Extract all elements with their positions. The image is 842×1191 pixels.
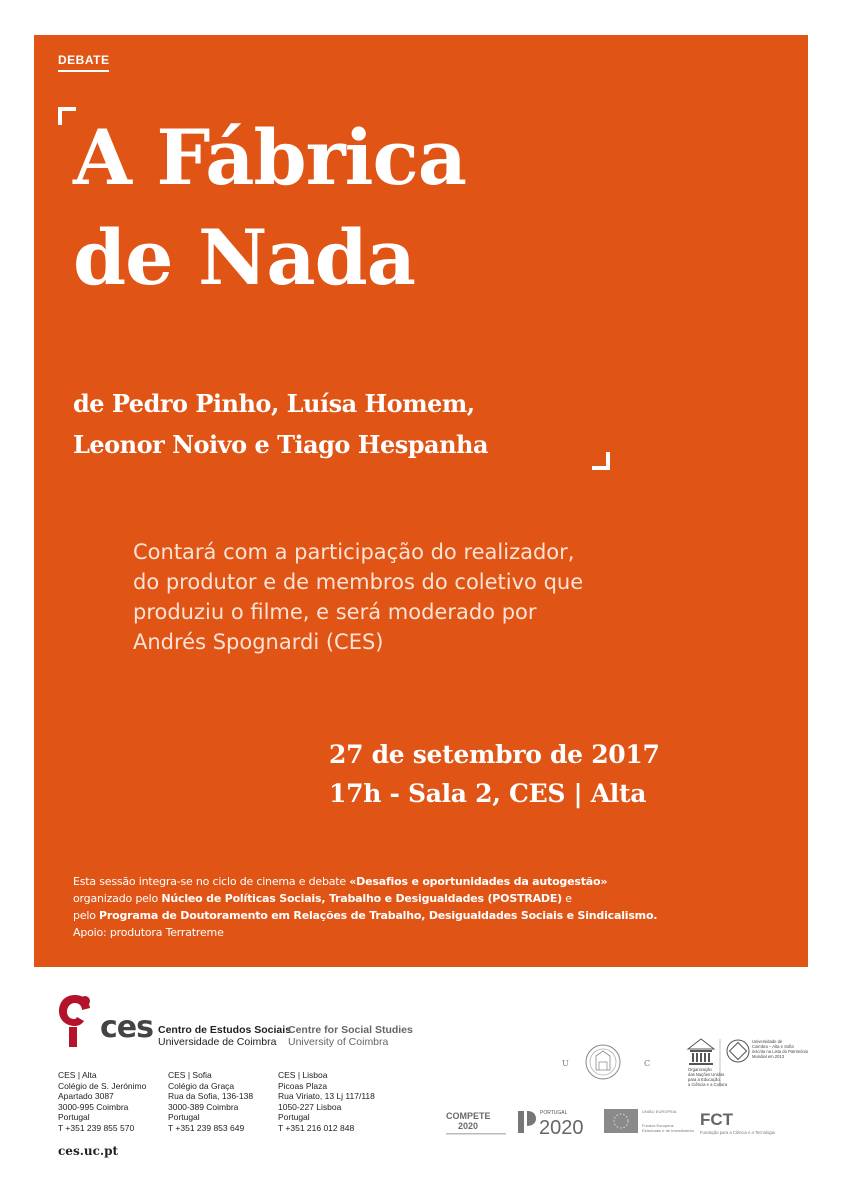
note-text: e [562,892,572,905]
note-text: Esta sessão integra-se no ciclo de cinema e debate [73,875,350,888]
svg-text:COMPETE: COMPETE [446,1111,491,1121]
address-phone: T +351 239 855 570 [58,1122,135,1133]
ces-name-en [288,1024,413,1048]
address-line: 3000-389 Coimbra [168,1101,239,1112]
description-line: do produtor e de membros do coletivo que [133,570,584,594]
note-text: pelo [73,909,100,922]
event-title [73,108,466,308]
funding-logos [444,1105,784,1141]
ces-name-pt-title: Centro de Estudos Sociais [158,1024,292,1036]
address-line: Colégio de S. Jerónimo [58,1080,147,1091]
svg-text:Fundação para a Ciência e a Te: Fundação para a Ciência e a Tecnologia [700,1130,775,1135]
description-line: Andrés Spognardi (CES) [133,630,384,654]
category-label: DEBATE [58,53,109,72]
svg-text:UNIÃO EUROPEIA Fundos Eu: UNIÃO EUROPEIA Fundos Europeus Estruturais e de Investimento [642,1109,694,1133]
corner-bracket-bottom-right [592,452,610,470]
address-alta [58,1070,146,1133]
series-name: «Desafios e oportunidades da autogestão» [349,875,608,888]
address-line: Rua Viriato, 13 Lj 117/118 [278,1091,375,1101]
ces-wordmark: ces [100,1010,153,1045]
heritage-text: Universidade de Coimbra – Alta e Sofia inscrita na Lista do Património Mundial em 2013 [752,1039,809,1059]
seal-letter: U [562,1059,569,1068]
eu-flag-logo [604,1109,695,1133]
title-line-1: A Fábrica [73,113,467,202]
note-text: organizado pelo [73,892,162,905]
university-seal-icon [556,1040,656,1084]
address-line: CES | Sofia [168,1070,212,1080]
title-line-2: de Nada [73,213,416,302]
authors-line-2: Leonor Noivo e Tiago Hespanha [73,430,489,459]
series-note [73,873,657,941]
website-link[interactable]: ces.uc.pt [58,1144,119,1158]
address-line: 1050-227 Lisboa [278,1101,342,1112]
address-sofia [168,1070,253,1133]
ces-name-en-subtitle: University of Coimbra [288,1036,389,1048]
ces-logo-icon [55,991,95,1049]
ces-name-pt [158,1024,291,1048]
address-line: CES | Alta [58,1070,97,1080]
svg-text:PORTUGAL: PORTUGAL [540,1110,568,1116]
portugal-2020-logo [518,1110,584,1139]
note-line [73,907,657,924]
address-line: Apartado 3087 [58,1091,114,1101]
ces-name-en-title: Centre for Social Studies [288,1024,413,1036]
svg-text:FCT: FCT [700,1110,734,1129]
address-phone: T +351 239 853 649 [168,1122,245,1133]
address-line: 3000-995 Coimbra [58,1101,129,1112]
event-date: 27 de setembro de 2017 [329,740,660,769]
authors-line-1: de Pedro Pinho, Luísa Homem, [73,389,475,418]
address-line: Portugal [168,1112,200,1122]
support-line: Apoio: produtora Terratreme [73,926,224,939]
program-name: Programa de Doutoramento em Relações de Trabalho, Desigualdades Sociais e Sindicalismo. [99,909,658,922]
address-line: Picoas Plaza [278,1080,328,1091]
ces-name-pt-subtitle: Universidade de Coimbra [158,1036,277,1048]
film-authors [73,383,488,465]
organizer-name: Núcleo de Políticas Sociais, Trabalho e Desigualdades (POSTRADE) [161,892,562,905]
address-phone: T +351 216 012 848 [278,1122,355,1133]
address-lisboa [278,1070,375,1133]
event-datetime [329,735,660,813]
event-time-place: 17h - Sala 2, CES | Alta [329,779,647,808]
seal-letter: C [644,1059,651,1068]
world-heritage-icon [727,1040,749,1062]
svg-text:2020: 2020 [458,1121,479,1131]
unesco-heritage-logo [684,1035,809,1091]
compete-2020-logo [446,1111,506,1135]
description-line: produziu o filme, e será moderado por [133,600,537,624]
event-description [133,537,583,657]
svg-text:2020: 2020 [539,1117,584,1139]
unesco-temple-icon [688,1039,714,1065]
address-line: CES | Lisboa [278,1070,328,1080]
address-line: Rua da Sofia, 136-138 [168,1091,254,1101]
note-line [73,890,657,907]
address-line: Portugal [278,1112,310,1122]
address-line: Portugal [58,1112,90,1122]
note-line [73,873,657,890]
fct-logo [700,1110,776,1135]
description-line: Contará com a participação do realizador, [133,540,575,564]
address-line: Colégio da Graça [168,1080,235,1091]
unesco-text: Organização das Nações Unidas para a Educação, a Ciência e a Cultura [688,1067,728,1087]
